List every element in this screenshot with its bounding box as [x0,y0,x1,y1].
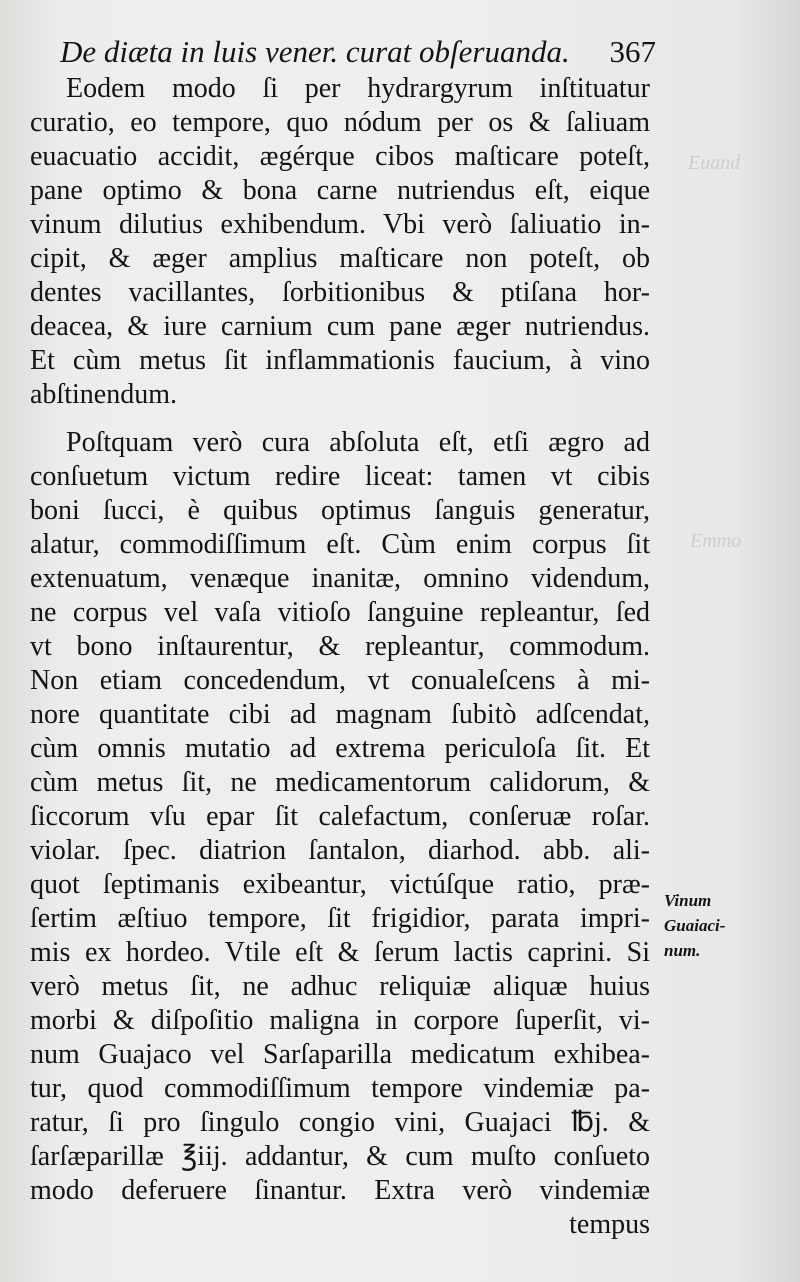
show-through-text: Euand [688,152,741,174]
text-line: pane optimo & bona carne nutriendus eſt, eique [30,175,650,206]
paragraph [30,72,650,412]
text-line: vinum dilutius exhibendum. Vbi verò ſaliuatio in- [30,209,650,240]
text-line: Non etiam concedendum, vt conualeſcens à mi- [30,665,650,696]
text-line: quot ſeptimanis exibeantur, victúſque ratio, præ- [30,869,650,900]
paragraph [30,426,650,1208]
text-line: ſarſæparillæ ℥iij. addantur, & cum muſto conſueto [30,1141,650,1172]
text-line: ſiccorum vſu epar ſit calefactum, conſeruæ roſar. [30,801,650,832]
text-line: tur, quod commodiſſimum tempore vindemiæ pa- [30,1073,650,1104]
running-title: De diæta in luis vener. curat obſeruanda. [60,34,570,69]
text-line: alatur, commodiſſimum eſt. Cùm enim corpus ſit [30,529,650,560]
text-line: extenuatum, venæque inanitæ, omnino videndum, [30,563,650,594]
text-line: deacea, & iure carnium cum pane æger nutriendus. [30,311,650,342]
text-line: ne corpus vel vaſa vitioſo ſanguine repleantur, ſed [30,597,650,628]
text-line: Poſtquam verò cura abſoluta eſt, etſi ægro ad [66,427,650,458]
text-block [30,72,650,1242]
marginal-note-line: Vinum [664,891,712,910]
text-line: cipit, & æger amplius maſticare non poteſt, ob [30,243,650,274]
text-line: verò metus ſit, ne adhuc reliquiæ aliquæ huius [30,971,650,1002]
text-line: cùm omnis mutatio ad extrema periculoſa ſit. Et [30,733,650,764]
running-head [60,30,660,74]
show-through-text: Emmo [690,530,742,552]
text-line: curatio, eo tempore, quo nódum per os & ſaliuam [30,107,650,138]
text-line: ſertim æſtiuo tempore, ſit frigidior, parata impri- [30,903,650,934]
text-line: cùm metus ſit, ne medicamentorum calidorum, & [30,767,650,798]
text-line: ratur, ſi pro ſingulo congio vini, Guajaci ℔j. & [30,1107,650,1138]
marginal-note [664,888,794,963]
catchword: tempus [569,1209,650,1240]
text-line: abſtinendum. [30,379,177,410]
text-line: morbi & diſpoſitio maligna in corpore ſuperſit, vi- [30,1005,650,1036]
text-line: mis ex hordeo. Vtile eſt & ſerum lactis caprini. Si [30,937,650,968]
text-line: modo deferuere ſinantur. Extra verò vindemiæ [30,1175,650,1206]
marginal-note-line: Guaiaci- [664,916,726,935]
text-line: vt bono inſtaurentur, & repleantur, commodum. [30,631,650,662]
marginal-note-line: num. [664,941,701,960]
page-number: 367 [609,34,656,69]
text-line: dentes vacillantes, ſorbitionibus & ptiſana hor- [30,277,650,308]
text-line: Et cùm metus ſit inflammationis faucium, à vino [30,345,650,376]
text-line: conſuetum victum redire liceat: tamen vt cibis [30,461,650,492]
text-line: violar. ſpec. diatrion ſantalon, diarhod. abb. ali- [30,835,650,866]
text-line: nore quantitate cibi ad magnam ſubitò adſcendat, [30,699,650,730]
text-line: num Guajaco vel Sarſaparilla medicatum exhibea- [30,1039,650,1070]
text-line: Eodem modo ſi per hydrargyrum inſtituatur [66,73,650,104]
text-line: euacuatio accidit, ægérque cibos maſticare poteſt, [30,141,650,172]
text-line: boni ſucci, è quibus optimus ſanguis generatur, [30,495,650,526]
